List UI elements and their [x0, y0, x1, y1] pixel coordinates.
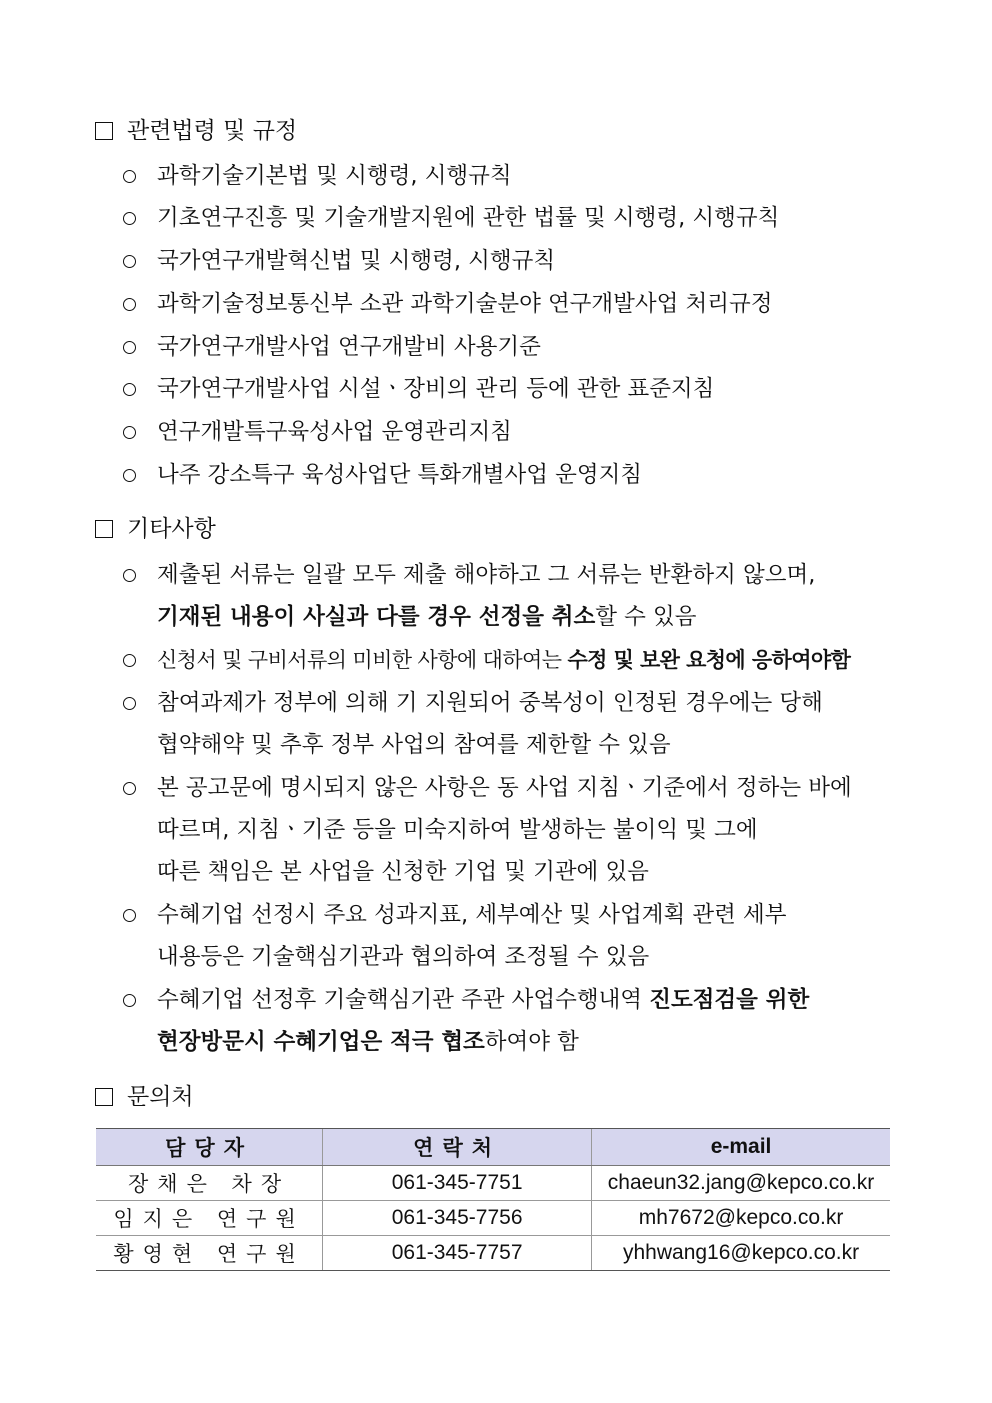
section-heading-contacts: 문의처 [95, 1083, 194, 1111]
circle-bullet-icon [123, 569, 136, 582]
checkbox-square-icon [95, 520, 113, 538]
contact-email[interactable]: yhhwang16@kepco.co.kr [592, 1236, 890, 1271]
circle-bullet-icon [123, 341, 136, 354]
contacts-table [96, 1128, 890, 1271]
circle-bullet-icon [123, 782, 136, 795]
list-item-continuation: 기재된 내용이 사실과 다를 경우 선정을 취소할 수 있음 [157, 604, 697, 630]
circle-bullet-icon [123, 994, 136, 1007]
header-person: 담당자 [96, 1129, 323, 1166]
contact-phone: 061-345-7751 [323, 1166, 592, 1201]
list-item-continuation: 따르며, 지침ㆍ기준 등을 미숙지하여 발생하는 불이익 및 그에 [157, 817, 758, 843]
contact-phone: 061-345-7757 [323, 1236, 592, 1271]
contact-name: 황영현 연구원 [96, 1236, 323, 1271]
contact-name: 장채은 차장 [96, 1166, 323, 1201]
circle-bullet-icon [123, 212, 136, 225]
table-row [96, 1166, 890, 1201]
circle-bullet-icon [123, 298, 136, 311]
contact-email[interactable]: chaeun32.jang@kepco.co.kr [592, 1166, 890, 1201]
table-row [96, 1236, 890, 1271]
header-phone: 연락처 [323, 1129, 592, 1166]
document-page: 관련법령 및 규정 과학기술기본법 및 시행령, 시행규칙 기초연구진흥 및 기술개발지원에 관한 법률 및 시행령, 시행규칙 국가연구개발혁신법 및 시행령, 시행규칙 과학기술정보통신부 소관 과학기술분야 연구개발사업 처리규정 국가연구개발사업 연구개발비 사용기준 국가연구개발사업 시설ㆍ장비의 관리 등에 관한 표준지침 연구개발특구육성사업 운영관리지침 나주 강소특구 육성사업단 특화개별사업 운영지침 기타사항 제출된 서류는 일괄 모두 제출 해야하고 그 서류는 반환하지 않으며, 기재된 내용이 사실과 다를 경우 선정을 취소할 수 있음 신청서 및 구비서류의 미비한 사항에 대하여는 수정 및 보완 요청에 응하여야함 참여과제가 정부에 의해 기 지원되어 중복성이 인정된 경우에는 당해 협약해약 및 추후 정부 사업의 참여를 제한할 수 있음 본 공고문에 명시되지 않은 사항은 동 사업 지침ㆍ기준에서 정하는 바에 따르며, 지침ㆍ기준 등을 미숙지하여 발생하는 불이익 및 그에 따른 책임은 본 사업을 신청한 기업 및 기관에 있음 수혜기업 선정시 주요 성과지표, 세부예산 및 사업계획 관련 세부 내용등은 기술핵심기관과 협의하여 조정될 수 있음 수혜기업 선정후 기술핵심기관 주관 사업수행내역 진도점검을 위한 현장방문시 수혜기업은 적극 협조하여야 함 문의처 담당자 연락처 e-mail 장채은 차장 061-345-7751 chaeun32.jang@kepco.co.kr 임지은 연구원 061-345-7756 mh7672@kepco.co.kr 황영현 연구원 061-345-7757 yhhwang16@kepco.co.kr [0, 0, 992, 1403]
list-item-continuation: 내용등은 기술핵심기관과 협의하여 조정될 수 있음 [157, 944, 650, 970]
header-email: e-mail [592, 1129, 890, 1166]
checkbox-square-icon [95, 1088, 113, 1106]
section-heading-regulations: 관련법령 및 규정 [95, 117, 297, 145]
circle-bullet-icon [123, 383, 136, 396]
circle-bullet-icon [123, 909, 136, 922]
circle-bullet-icon [123, 654, 136, 667]
table-header-row [96, 1129, 890, 1166]
circle-bullet-icon [123, 255, 136, 268]
checkbox-square-icon [95, 122, 113, 140]
circle-bullet-icon [123, 170, 136, 183]
list-item-continuation: 현장방문시 수혜기업은 적극 협조하여야 함 [157, 1029, 579, 1055]
contact-phone: 061-345-7756 [323, 1201, 592, 1236]
contact-name: 임지은 연구원 [96, 1201, 323, 1236]
list-item-continuation: 따른 책임은 본 사업을 신청한 기업 및 기관에 있음 [157, 859, 649, 885]
contact-email[interactable]: mh7672@kepco.co.kr [592, 1201, 890, 1236]
table-row [96, 1201, 890, 1236]
circle-bullet-icon [123, 426, 136, 439]
section-heading-misc: 기타사항 [95, 515, 216, 543]
list-item-continuation: 협약해약 및 추후 정부 사업의 참여를 제한할 수 있음 [157, 732, 671, 758]
circle-bullet-icon [123, 697, 136, 710]
circle-bullet-icon [123, 469, 136, 482]
